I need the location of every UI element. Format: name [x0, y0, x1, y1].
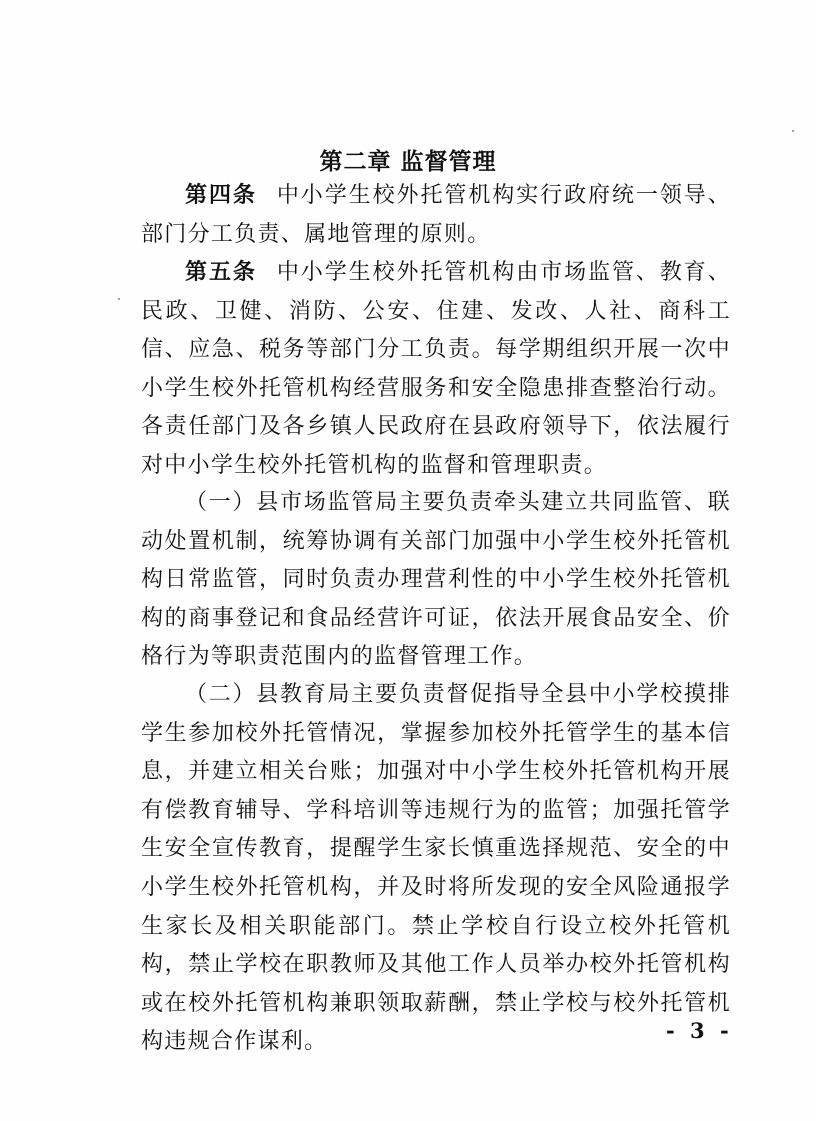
article-4-paragraph	[141, 177, 731, 254]
scan-speck	[792, 130, 794, 132]
article-4-label: 第四条	[185, 183, 257, 208]
item-1-paragraph: （一）县市场监管局主要负责牵头建立共同监管、联动处置机制，统筹协调有关部门加强中小学生校外托管机构日常监管，同时负责办理营利性的中小学生校外托管机构的商事登记和食品经营许可证，依法开展食品安全、价格行为等职责范围内的监督管理工作。	[141, 490, 731, 670]
scan-speck	[118, 298, 120, 300]
article-5-paragraph	[141, 254, 731, 486]
article-4-text: 中小学生校外托管机构实行政府统一领导、部门分工负责、属地管理的原则。	[141, 183, 732, 247]
article-5-label: 第五条	[185, 260, 257, 285]
chapter-title: 第二章 监督管理	[319, 149, 497, 175]
article-5-text: 中小学生校外托管机构由市场监管、教育、民政、卫健、消防、公安、住建、发改、人社、商科工信、应急、税务等部门分工负责。每学期组织开展一次中小学生校外托管机构经营服务和安全隐患排查整治行动。各责任部门及各乡镇人民政府在县政府领导下，依法履行对中小学生校外托管机构的监督和管理职责。	[141, 260, 732, 478]
item-2-paragraph: （二）县教育局主要负责督促指导全县中小学校摸排学生参加校外托管情况，掌握参加校外托管学生的基本信息，并建立相关台账；加强对中小学生校外托管机构开展有偿教育辅导、学科培训等违规行为的监管；加强托管学生安全宣传教育，提醒学生家长慎重选择规范、安全的中小学生校外托管机构，并及时将所发现的安全风险通报学生家长及相关职能部门。禁止学校自行设立校外托管机构，禁止学校在职教师及其他工作人员举办校外托管机构或在校外托管机构兼职领取薪酬，禁止学校与校外托管机构违规合作谋利。	[141, 682, 731, 1055]
page-number: - 3 -	[666, 1018, 733, 1043]
